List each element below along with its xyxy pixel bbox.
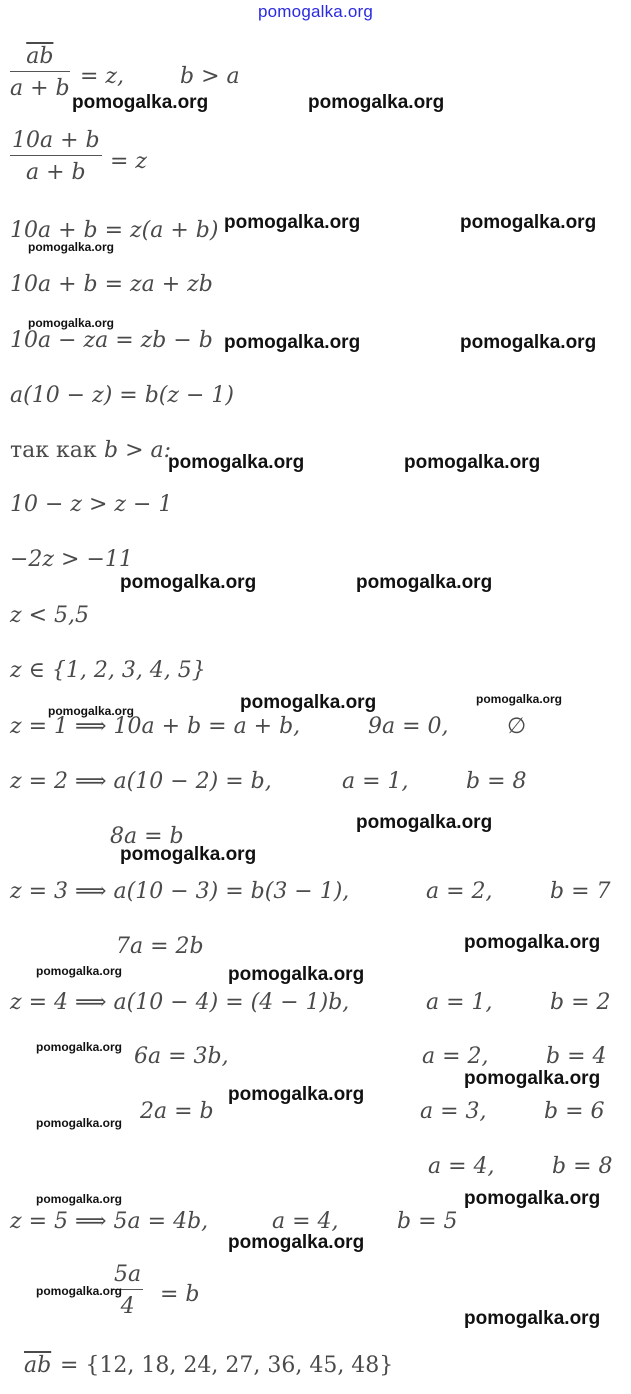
eq-line-6: a(10 − z) = b(z − 1) — [10, 383, 234, 408]
case-z2-main: z = 2 ⟹ a(10 − 2) = b, — [10, 769, 272, 794]
watermark: pomogalka.org — [120, 572, 257, 593]
fraction-numerator: 10a + b — [10, 128, 102, 156]
watermark: pomogalka.org — [120, 844, 257, 865]
case-z4-a2: a = 2, — [422, 1044, 489, 1069]
case-z4-sub1: 6a = 3b, — [134, 1044, 229, 1069]
case-z2-a: a = 1, — [342, 769, 409, 794]
case-z4-main: z = 4 ⟹ a(10 − 4) = (4 − 1)b, — [10, 990, 350, 1015]
case-z4-b3: b = 6 — [544, 1099, 605, 1124]
watermark: pomogalka.org — [464, 1308, 601, 1329]
eq-line-10: z < 5,5 — [10, 603, 89, 628]
eq-line-3: 10a + b = z(a + b) — [10, 218, 219, 243]
case-z4-sub2: 2a = b — [140, 1099, 214, 1124]
watermark: pomogalka.org — [356, 572, 493, 593]
case-z1-main: z = 1 ⟹ 10a + b = a + b, — [10, 714, 301, 739]
case-z1-empty-set: ∅ — [507, 714, 527, 739]
watermark: pomogalka.org — [36, 1284, 123, 1298]
watermark: pomogalka.org — [228, 1232, 365, 1253]
fraction-numerator: 5a — [112, 1262, 143, 1290]
watermark: pomogalka.org — [460, 332, 597, 353]
eq-line-7-math: b > a: — [104, 438, 172, 463]
case-z3-main: z = 3 ⟹ a(10 − 3) = b(3 − 1), — [10, 879, 350, 904]
watermark: pomogalka.org — [48, 704, 135, 718]
fraction-10a-b — [10, 128, 102, 185]
case-z5-rest: = b — [160, 1282, 200, 1307]
fraction-denominator: 4 — [120, 1294, 135, 1319]
eq-line-5: 10a − za = zb − b — [10, 328, 213, 353]
eq-line-8: 10 − z > z − 1 — [10, 492, 173, 517]
watermark: pomogalka.org — [36, 1192, 123, 1206]
watermark: pomogalka.org — [28, 316, 115, 330]
eq-line-11: z ∈ {1, 2, 3, 4, 5} — [10, 658, 206, 683]
eq-line-1-condition: b > a — [180, 64, 240, 89]
fraction-denominator: a + b — [10, 76, 70, 101]
watermark: pomogalka.org — [240, 692, 377, 713]
fraction-numerator: $\overline{ab}$ — [10, 44, 70, 72]
watermark: pomogalka.org — [228, 1084, 365, 1105]
watermark: pomogalka.org — [224, 212, 361, 233]
eq-line-2-rest: = z — [110, 149, 148, 174]
watermark: pomogalka.org — [464, 1068, 601, 1089]
case-z1-a: 9a = 0, — [368, 714, 449, 739]
watermark: pomogalka.org — [464, 932, 601, 953]
fraction-denominator: a + b — [26, 160, 86, 185]
watermark: pomogalka.org — [28, 240, 115, 254]
case-z3-sub: 7a = 2b — [116, 934, 204, 959]
case-z4-b4: b = 8 — [552, 1154, 613, 1179]
case-z4-b1: b = 2 — [550, 990, 611, 1015]
fraction-ab-over-sum — [10, 44, 70, 101]
watermark: pomogalka.org — [308, 92, 445, 113]
case-z3-a: a = 2, — [426, 879, 493, 904]
case-z3-b: b = 7 — [550, 879, 611, 904]
case-z5-b: b = 5 — [397, 1209, 458, 1234]
watermark: pomogalka.org — [72, 92, 209, 113]
watermark: pomogalka.org — [464, 1188, 601, 1209]
watermark: pomogalka.org — [460, 212, 597, 233]
header-watermark: pomogalka.org — [258, 2, 374, 21]
case-z5-main: z = 5 ⟹ 5a = 4b, — [10, 1209, 209, 1234]
case-z4-a3: a = 3, — [420, 1099, 487, 1124]
watermark: pomogalka.org — [36, 1116, 123, 1130]
case-z4-b2: b = 4 — [546, 1044, 607, 1069]
eq-line-7-text: так как — [10, 438, 97, 463]
case-z4-a1: a = 1, — [426, 990, 493, 1015]
eq-line-1-rest: = z, — [80, 64, 125, 89]
case-z5-a: a = 4, — [272, 1209, 339, 1234]
watermark: pomogalka.org — [224, 332, 361, 353]
case-z2-b: b = 8 — [466, 769, 527, 794]
watermark: pomogalka.org — [168, 452, 305, 473]
eq-line-9: −2z > −11 — [10, 547, 133, 572]
watermark: pomogalka.org — [476, 692, 563, 706]
case-z2-sub: 8a = b — [110, 824, 184, 849]
watermark: pomogalka.org — [228, 964, 365, 985]
final-ab: $\overline{ab}$ — [24, 1353, 52, 1378]
watermark: pomogalka.org — [36, 964, 123, 978]
watermark: pomogalka.org — [36, 1040, 123, 1054]
watermark: pomogalka.org — [356, 812, 493, 833]
eq-line-4: 10a + b = za + zb — [10, 272, 213, 297]
watermark: pomogalka.org — [404, 452, 541, 473]
case-z4-a4: a = 4, — [428, 1154, 495, 1179]
final-result-set: = {12, 18, 24, 27, 36, 45, 48} — [60, 1353, 394, 1378]
